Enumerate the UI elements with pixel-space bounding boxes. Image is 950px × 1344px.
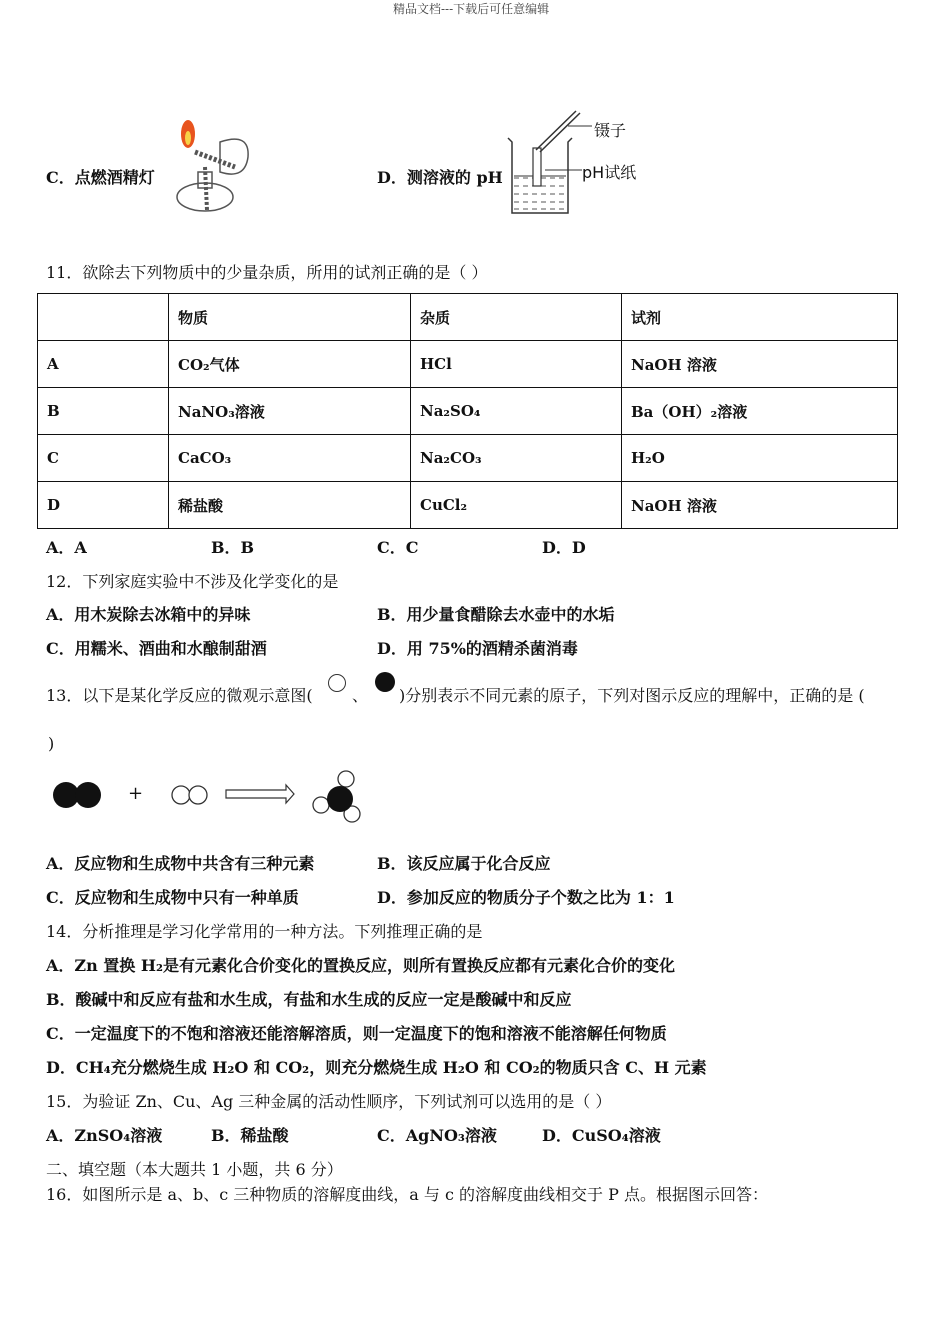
q12-stem: 12．下列家庭实验中不涉及化学变化的是: [46, 572, 339, 591]
table-row: [38, 482, 898, 529]
table-row: [38, 388, 898, 435]
table-cell: HCl: [411, 341, 622, 388]
white-atom-icon: [189, 786, 207, 804]
table-row: [38, 435, 898, 482]
q12-option-c: C．用糯米、酒曲和水酿制甜酒: [46, 639, 267, 658]
black-atom-icon: [75, 782, 101, 808]
table-cell: D: [38, 482, 169, 529]
table-cell: Ba（OH）₂溶液: [622, 388, 898, 435]
table-cell: Na₂SO₄: [411, 388, 622, 435]
q13-stem-sep: 、: [352, 686, 369, 705]
table-cell: 试剂: [622, 294, 898, 341]
table-cell: NaOH 溶液: [622, 482, 898, 529]
tweezers-label: 镊子: [594, 121, 627, 140]
q16-stem: 16．如图所示是 a、b、c 三种物质的溶解度曲线，a 与 c 的溶解度曲线相交于 P 点。根据图示回答：: [46, 1185, 768, 1204]
black-atom-icon: [327, 786, 353, 812]
q15-option-d: D．CuSO₄溶液: [542, 1126, 661, 1145]
table-cell: 杂质: [411, 294, 622, 341]
q15-option-a: A．ZnSO₄溶液: [46, 1126, 163, 1145]
plus-sign: +: [128, 783, 144, 804]
table-header-row: [38, 294, 898, 341]
table-cell: A: [38, 341, 169, 388]
black-atom-icon: [375, 672, 395, 692]
q12-option-b: B．用少量食醋除去水壶中的水垢: [377, 605, 615, 624]
page-header: 精品文档---下载后可任意编辑: [393, 2, 550, 16]
table-cell: B: [38, 388, 169, 435]
table-cell: H₂O: [622, 435, 898, 482]
q14-option-d: D．CH₄充分燃烧生成 H₂O 和 CO₂，则充分燃烧生成 H₂O 和 CO₂的物质只含 C、H 元素: [46, 1058, 707, 1077]
ph-paper-label: pH试纸: [582, 163, 637, 182]
q10-option-c: C．点燃酒精灯: [46, 168, 155, 187]
table-cell: 物质: [169, 294, 411, 341]
q11-option-d: D．D: [542, 538, 586, 557]
table-cell: C: [38, 435, 169, 482]
q12-option-a: A．用木炭除去冰箱中的异味: [46, 605, 251, 624]
q14-option-c: C．一定温度下的不饱和溶液还能溶解溶质，则一定温度下的饱和溶液不能溶解任何物质: [46, 1024, 667, 1043]
tweezers-icon: [536, 111, 576, 150]
q11-option-a: A．A: [46, 538, 87, 557]
q15-option-b: B．稀盐酸: [211, 1126, 289, 1145]
table-cell: Na₂CO₃: [411, 435, 622, 482]
table-cell: NaOH 溶液: [622, 341, 898, 388]
q10-option-d: D．测溶液的 pH: [377, 168, 503, 187]
arrow-icon: [226, 785, 294, 803]
q14-option-a: A．Zn 置换 H₂是有元素化合价变化的置换反应，则所有置换反应都有元素化合价的变化: [46, 956, 675, 975]
table-cell: NaNO₃溶液: [169, 388, 411, 435]
white-atom-icon: [313, 797, 329, 813]
q13-option-c: C．反应物和生成物中只有一种单质: [46, 888, 299, 907]
q15-option-c: C．AgNO₃溶液: [377, 1126, 497, 1145]
q13-stem-part3: ): [48, 734, 55, 753]
q11-option-c: C．C: [377, 538, 419, 557]
q11-stem: 11．欲除去下列物质中的少量杂质，所用的试剂正确的是（ ）: [46, 263, 488, 282]
table-cell: 稀盐酸: [169, 482, 411, 529]
white-atom-icon: [338, 771, 354, 787]
q11-table: [37, 293, 898, 529]
table-cell: [38, 294, 169, 341]
q15-stem: 15．为验证 Zn、Cu、Ag 三种金属的活动性顺序，下列试剂可以选用的是（ ）: [46, 1092, 612, 1111]
ph-paper-icon: [533, 148, 541, 186]
q14-option-b: B．酸碱中和反应有盐和水生成，有盐和水生成的反应一定是酸碱中和反应: [46, 990, 572, 1009]
table-row: [38, 341, 898, 388]
white-atom-icon: [328, 674, 346, 692]
q13-stem-part2: )分别表示不同元素的原子，下列对图示反应的理解中，正确的是 (: [399, 686, 865, 705]
table-cell: CuCl₂: [411, 482, 622, 529]
q13-option-b: B．该反应属于化合反应: [377, 854, 551, 873]
q14-stem: 14．分析推理是学习化学常用的一种方法。下列推理正确的是: [46, 922, 483, 941]
table-cell: CaCO₃: [169, 435, 411, 482]
q13-stem-part1: 13．以下是某化学反应的微观示意图(: [46, 686, 313, 705]
q11-option-b: B．B: [211, 538, 255, 557]
q12-option-d: D．用 75%的酒精杀菌消毒: [377, 639, 578, 658]
section-2-title: 二、填空题（本大题共 1 小题，共 6 分）: [46, 1160, 343, 1179]
table-cell: CO₂气体: [169, 341, 411, 388]
alcohol-lamp-illustration: [160, 112, 260, 217]
white-atom-icon: [172, 786, 190, 804]
q13-option-d: D．参加反应的物质分子个数之比为 1：1: [377, 888, 675, 907]
q13-option-a: A．反应物和生成物中共含有三种元素: [46, 854, 315, 873]
reaction-diagram: [48, 765, 368, 827]
